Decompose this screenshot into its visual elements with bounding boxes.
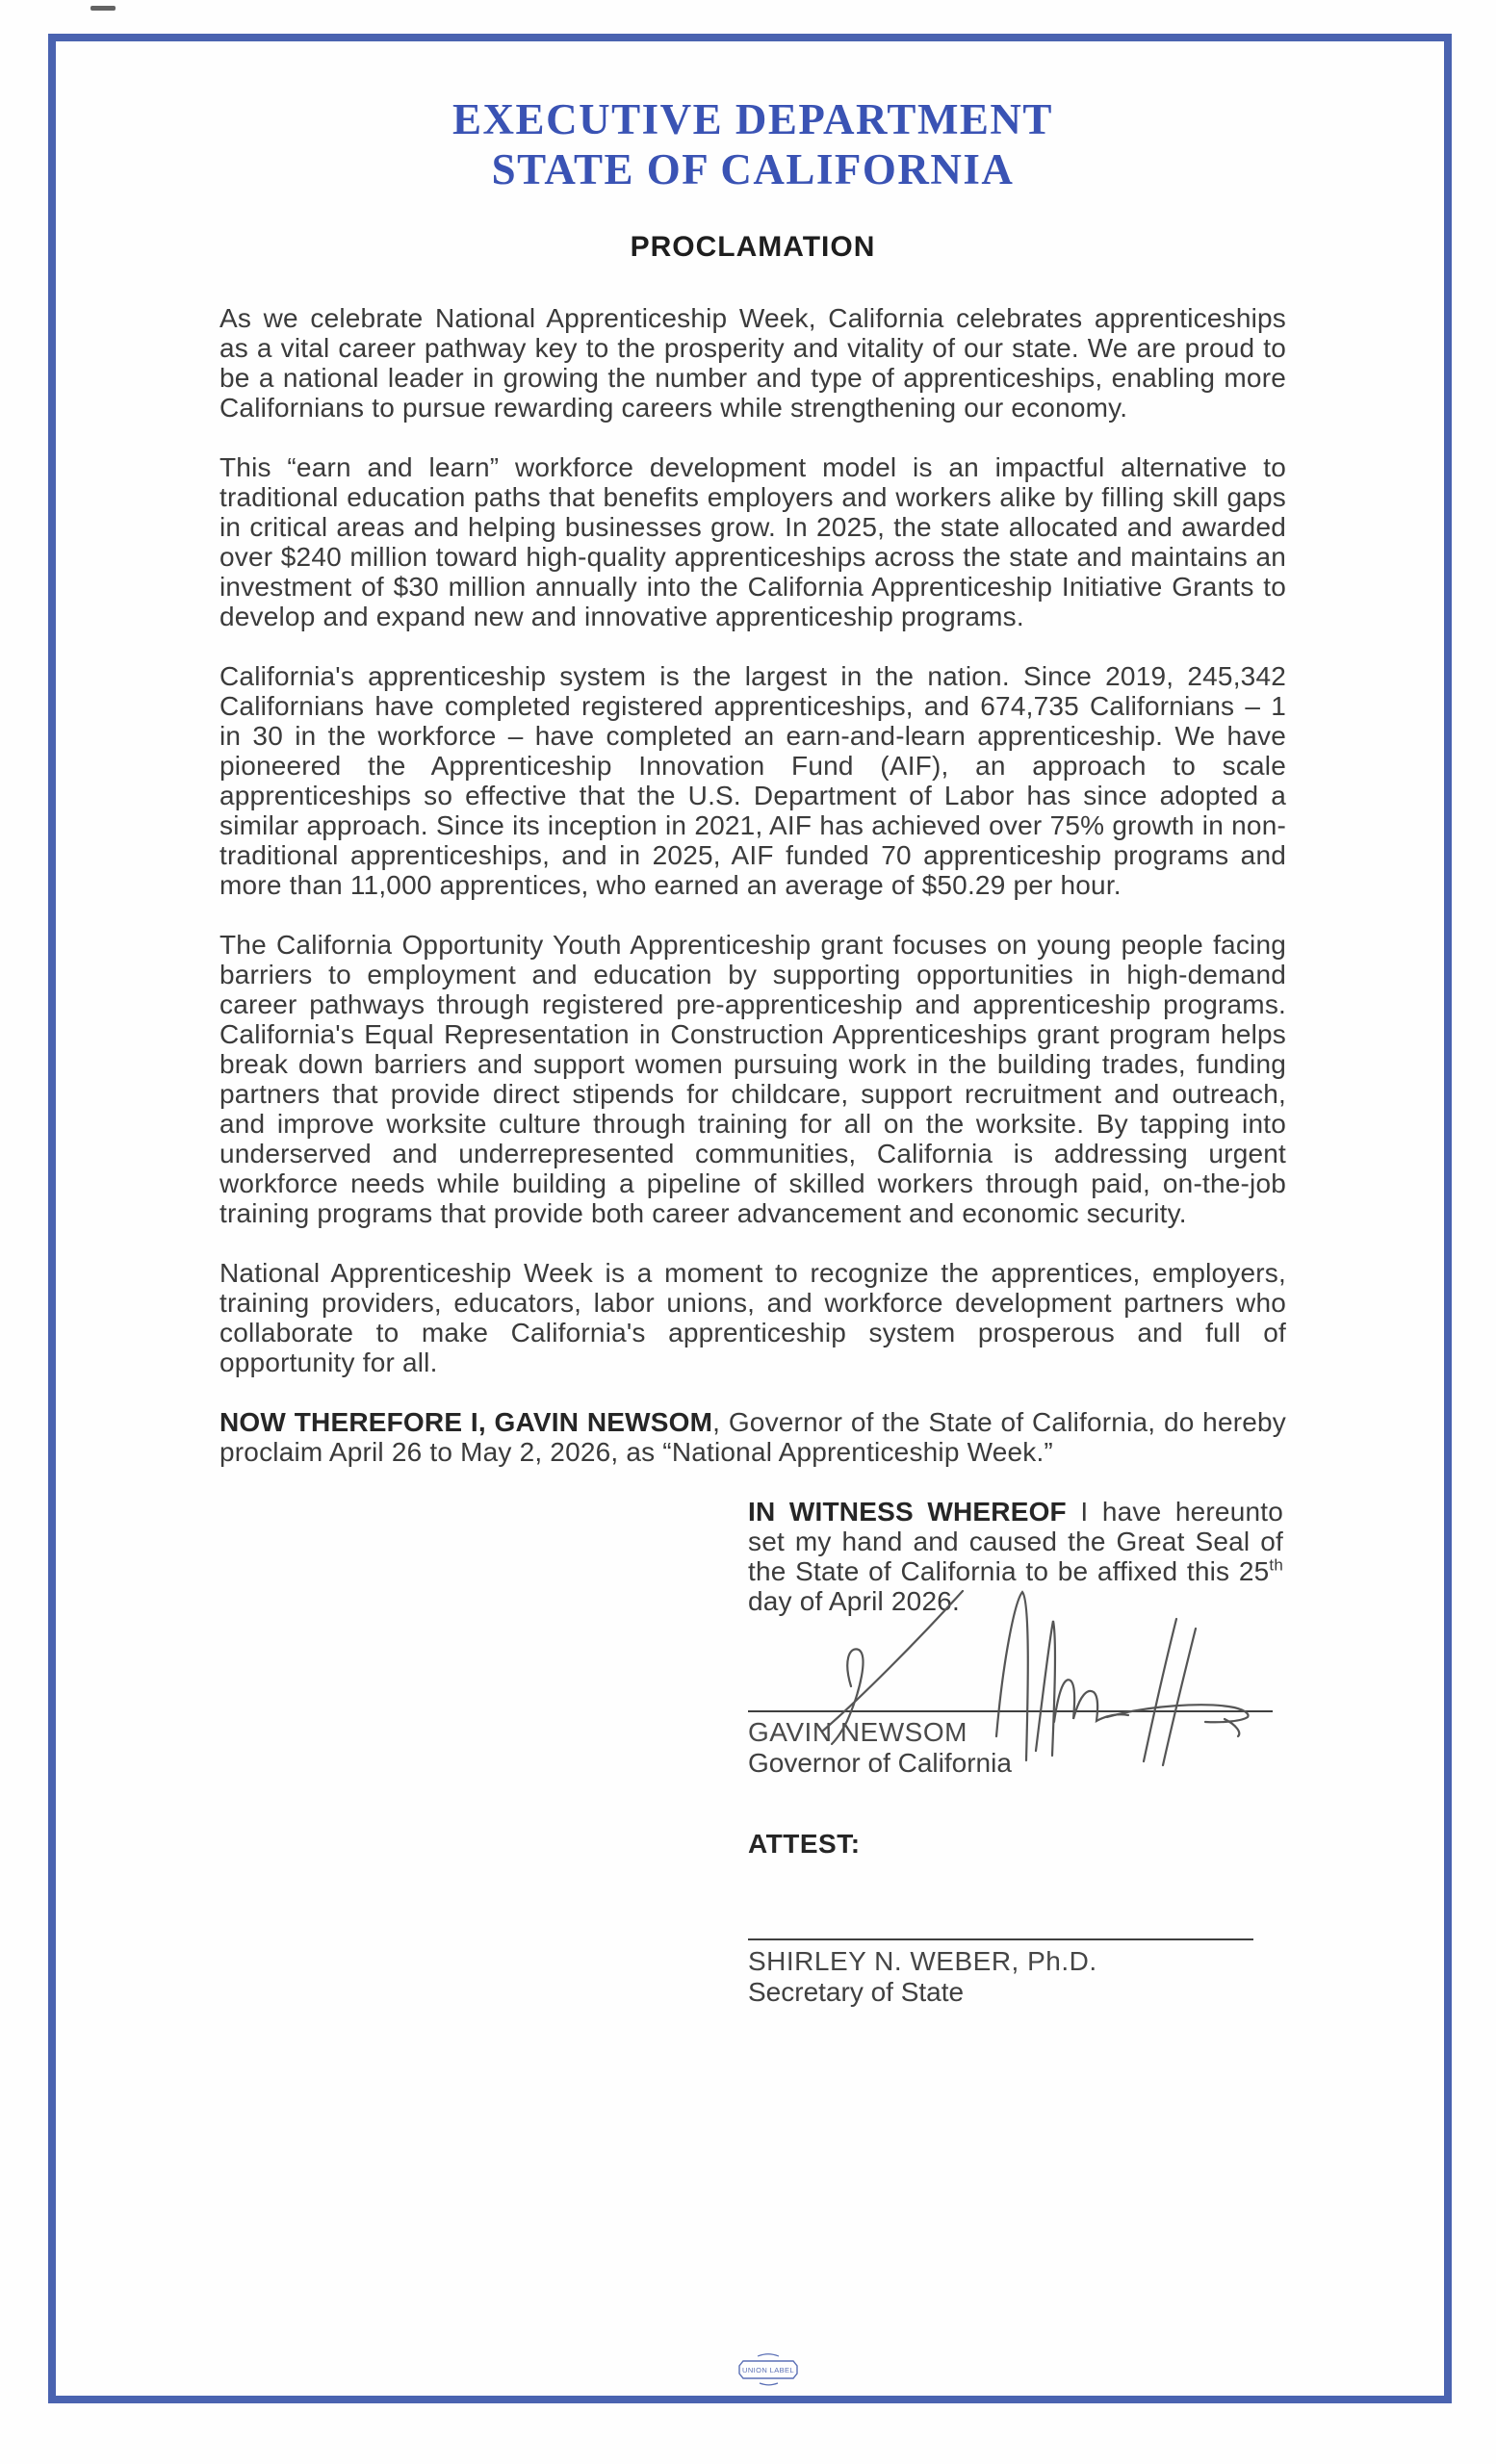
governor-signature-line bbox=[748, 1616, 1273, 1712]
union-label-seal bbox=[735, 2352, 802, 2387]
witness-block bbox=[748, 1497, 1283, 2008]
scan-artifact bbox=[90, 6, 116, 11]
proclamation-title: PROCLAMATION bbox=[630, 231, 876, 263]
proclaim-rest-text: , Governor of the State of California, do hereby proclaim April 26 to May 2, 2026, as “National Apprenticeship Week.” bbox=[219, 1407, 1286, 1467]
secretary-name: SHIRLEY N. WEBER, Ph.D. bbox=[748, 1946, 1097, 1976]
paragraph-largest-system: California's apprenticeship system is the largest in the nation. Since 2019, 245,342 Californians have completed registered apprenticeships, and 674,735 Californians – 1 in 30 in the workforce – have completed an earn-and-learn apprenticeship. We have pioneered the Apprenticeship Innovation Fund (AIF), an approach to scale apprenticeships so effective that the U.S. Department of Labor has since adopted a similar approach. Since its inception in 2021, AIF has achieved over 75% growth in non-traditional apprenticeships, and in 2025, AIF funded 70 apprenticeship programs and more than 11,000 apprentices, who earned an average of $50.29 per hour. bbox=[219, 661, 1286, 900]
header-state-of-california: STATE OF CALIFORNIA bbox=[491, 145, 1015, 193]
paragraph-celebrate: As we celebrate National Apprenticeship Week, California celebrates apprenticeships as a vital career pathway key to the prosperity and vitality of our state. We are proud to be a national leader in growing the number and type of apprenticeships, enabling more Californians to pursue rewarding careers while strengthening our economy. bbox=[219, 303, 1286, 423]
header-executive-department: EXECUTIVE DEPARTMENT bbox=[452, 95, 1053, 143]
witness-paragraph bbox=[748, 1497, 1283, 1616]
union-label-text: UNION LABEL bbox=[742, 2366, 794, 2374]
union-label-badge-icon bbox=[735, 2352, 802, 2387]
paragraph-proclaim bbox=[219, 1407, 1286, 1467]
governor-title: Governor of California bbox=[748, 1748, 1012, 1778]
witness-text-before-date: I have hereunto set my hand and caused the Great Seal of the State of California to be affixed this 25 bbox=[748, 1497, 1283, 1586]
witness-text-after-date: day of April 2026. bbox=[748, 1586, 960, 1616]
governor-name: GAVIN NEWSOM bbox=[748, 1717, 967, 1747]
witness-ordinal-superscript: th bbox=[1269, 1555, 1283, 1575]
proclaim-bold-text: NOW THEREFORE I, GAVIN NEWSOM bbox=[219, 1407, 713, 1437]
attest-label: ATTEST: bbox=[748, 1829, 861, 1859]
paragraph-opportunity-youth: The California Opportunity Youth Apprenticeship grant focuses on young people facing barriers to employment and education by supporting opportunities in high-demand career pathways through registered pre-apprenticeship and apprenticeship programs. California's Equal Representation in Construction Apprenticeships grant program helps break down barriers and support women pursuing work in the building trades, funding partners that provide direct stipends for childcare, support recruitment and outreach, and improve worksite culture through training for all on the worksite. By tapping into underserved and underrepresented communities, California is addressing urgent workforce needs while building a pipeline of skilled workers through paid, on-the-job training programs that provide both career advancement and economic security. bbox=[219, 930, 1286, 1228]
document-content bbox=[219, 0, 1286, 2008]
secretary-title: Secretary of State bbox=[748, 1977, 965, 2007]
secretary-signature-line bbox=[748, 1938, 1253, 1940]
paragraph-recognition: National Apprenticeship Week is a moment to recognize the apprentices, employers, training providers, educators, labor unions, and workforce development partners who collaborate to make California's apprenticeship system prosperous and full of opportunity for all. bbox=[219, 1258, 1286, 1377]
paragraph-earn-and-learn: This “earn and learn” workforce development model is an impactful alternative to traditional education paths that benefits employers and workers alike by filling skill gaps in critical areas and helping businesses grow. In 2025, the state allocated and awarded over $240 million toward high-quality apprenticeships across the state and maintains an investment of $30 million annually into the California Apprenticeship Initiative Grants to develop and expand new and innovative apprenticeship programs. bbox=[219, 452, 1286, 631]
witness-bold-text: IN WITNESS WHEREOF bbox=[748, 1497, 1067, 1527]
